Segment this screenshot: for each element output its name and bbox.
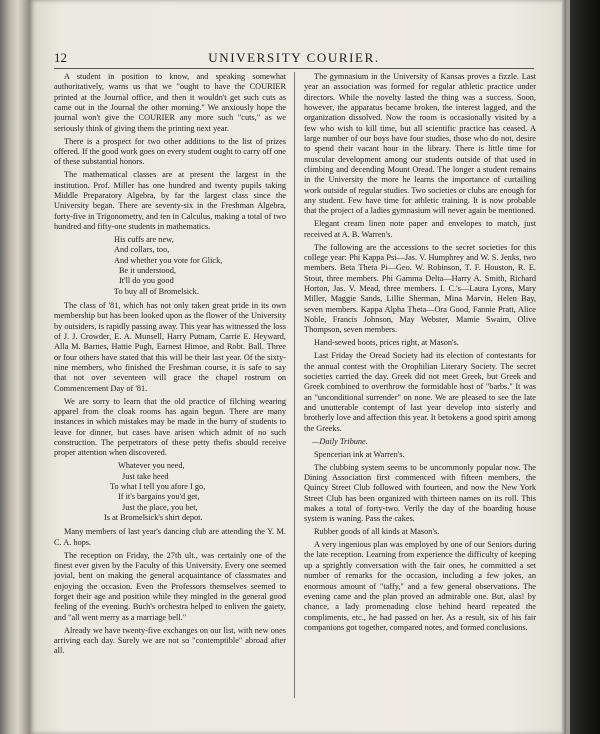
- next-page-edge: [566, 0, 570, 734]
- poem-line: Whatever you need,: [118, 461, 185, 471]
- paragraph-reception: The reception on Friday, the 27th ult., was certainly one of the finest ever given by the Faculty of this University. Every one seemed jovial, bent on making the general acquaintance of classmates and enjoying the occasion. Even the Professors themselves seemed to forget their age and position while they mingled in the general good feeling of the evening. Buch's orchestra helped to enliven the gaiety, and "all went merry as a marriage bell.": [54, 550, 286, 622]
- paragraph-mathematics: The mathematical classes are at present the largest in the institution. Prof. Miller has one hundred and twenty pupils taking Middle Preparatory Algebra, by far the largest class since the University began. There are seventy-six in the Freshman Algebra, forty-five in Trigonometry, and ten in Calculus, making a total of two hundred and fifty-one students in mathematics.: [54, 170, 286, 231]
- right-column: [304, 72, 536, 702]
- poem-cuffs: [54, 235, 286, 297]
- poem-line: And collars, too,: [114, 245, 170, 255]
- header-rule: [54, 68, 534, 69]
- poem-line: Just the place, you bet,: [122, 502, 198, 512]
- page-header: [54, 50, 534, 68]
- paragraph-filching: We are sorry to learn that the old practice of filching wearing apparel from the cloak rooms has again begun. There are many instances in which mistakes may be made in the hurry of students to leave for dinner, but cases have arisen which admit of no such construction. The perpetrators of these petty thefts should receive proper attention when discovered.: [54, 396, 286, 458]
- paragraph-clubbing-system: The clubbing system seems to be uncommonly popular now. The Dining Association first commenced with fifteen members, the Quincy Street Club followed with fourteen, and now the New York Street Club has been organized with thirteen names on its roll. This makes a total of forty-two. Verily the day of the boarding house system is waning. Pass the cakes.: [304, 462, 536, 524]
- poem-line: If it's bargains you'd get,: [118, 492, 200, 502]
- poem-line: It'll do you good: [119, 276, 174, 286]
- paragraph-prizes: There is a prospect for two other additions to the list of prizes offered. If the good work goes on every student ought to carry off one of these substantial honors.: [54, 136, 286, 167]
- poem-line: And whether you vote for Glick,: [114, 255, 223, 265]
- poem-line: To what I tell you afore I go,: [110, 482, 206, 492]
- page-title: UNIVERSITY COURIER.: [208, 50, 380, 65]
- paragraph-exchanges: Already we have twenty-five exchanges on our list, with new ones arriving each day. Surely we are not so "contemptible" abroad after all.: [54, 625, 286, 656]
- left-column: [54, 72, 286, 702]
- poem-line: His cuffs are new,: [114, 234, 174, 244]
- paragraph-oread-society: Last Friday the Oread Society had its election of contestants for the annual contest with the Orophilian Literary Society. The secret societies carried the day. Greek did not meet Greek, but Greek and Greek combined to overthrow the formidable host of "barbs." It was an "unconditional surrender" on none. We are pleased to see the late and unutterable contempt of last year develop into sisterly and brotherly love and affection this year. It betokens a good spirit among the Greeks.: [304, 351, 536, 433]
- poem-line: Is at Bromelsick's shirt depot.: [104, 513, 203, 523]
- tribune-signature: —Daily Tribune.: [312, 436, 368, 446]
- poem-line: Just take heed: [122, 471, 169, 481]
- paragraph-note-paper-ad: Elegant cream linen note paper and envelopes to match, just received at A. B. Warren's.: [304, 219, 536, 239]
- poem-line: To buy all of Bromelsick.: [114, 286, 199, 296]
- paragraph-dancing-club: Many members of last year's dancing club are attending the Y. M. C. A. hops.: [54, 527, 286, 547]
- paragraph-rubber-goods-ad: Rubber goods of all kinds at Mason's.: [314, 527, 440, 537]
- paragraph-senior-plan: A very ingenious plan was employed by one of our Seniors during the late reception. Learning from experience the difficulty of keeping up a sprightly conversation with the fair ones, he committed a set number of remarks for the occasion, including a few jokes, an enormous amount of "taffy," and a few general observations. The evening came and the plan proved an admirable one. But, alas! by chance, a lady promenading close behind heard repeated the compliments, etc., he had passed on her. As a result, six of his fair companions got together, compared notes, and formed conclusions.: [304, 540, 536, 632]
- paragraph-ink-ad: Spencerian ink at Warren's.: [314, 449, 405, 459]
- book-spine: [0, 0, 30, 734]
- poem-bargains: [54, 461, 286, 523]
- paragraph-gymnasium: The gymnasium in the University of Kansas proves a fizzle. Last year an association was formed for regular athletic practice under directors. While the novelty lasted the thing was a success. Soon, however, the apparatus became broken, the interest lagged, and the organization dissolved. Now the room is occasionally visited by a few who wish to kill time, but all scientific practice has ceased. A large number of our boys have four studies, those who do not, desire to spend their vacant hour in the library. There is little time for muscular development among our students outside of that used in climbing and decending Mount Oread. The longer a student remains in the University the more he learns the importance of curtailing work outside of regular studies. Two societies or clubs are enough for any student. Few have time for athletic training. It is now probable that the project of a ladies gymnasium will never again be mentioned.: [304, 72, 536, 216]
- column-divider: [294, 72, 295, 698]
- paragraph-class-of-81: The class of '81, which has not only taken great pride in its own membership but has been looked upon as the flower of the University by outsiders, is rapidly passing away. This year has witnessed the loss of J. J. Crowder, E. A. Munsell, Harry Putnam, Carrie E. Heyward, Alla M. Barnes, Hattie Pugh, Earnest Himoe, and Robt. Ball. Three or four others have stated that this will be their last year. Of the sixty-nine members, who finished the Freshman course, it is safe to say that not over seventeen will grace the chapel rostrum on Commencement Day of '81.: [54, 301, 286, 393]
- paragraph-boots-ad: Hand-sewed boots, prices right, at Mason's.: [314, 338, 459, 348]
- paragraph-courier-printing: A student in position to know, and speaking somewhat authoritatively, warns us that we "ought to have the COURIER printed at the Journal office, and then it wouldn't get such cuts as came out in the Journal the other morning." We anxiously hope the journal won't give the COURIER any more such "cuts," as we seriously think of giving them the printing next year.: [54, 72, 286, 133]
- poem-line: Be it understood,: [119, 265, 176, 275]
- page-number: 12: [54, 50, 67, 65]
- paragraph-secret-societies: The following are the accessions to the secret societies for this college year: Phi Kappa Psi—Jas. V. Humphrey and W. S. Jenks, two members. Beta Theta Pi—Geo. W. Robinson, T. F. Houston, R. E. Stout, three members. Phi Gamma Delta—Harry A. Smith, Richard Horton, Jas. V. Mead, three members. I. C.'s—Laura Lyons, Mary Miller, Maggie Sands, Lillie Sherman, Mina Marvin, Helen Bay, seven members. Kappa Alpha Theta—Ora Good, Fannie Pratt, Alice Noble, Francis Johnson, May Webster, Mamie Swaim, Olive Thompson, seven members.: [304, 242, 536, 335]
